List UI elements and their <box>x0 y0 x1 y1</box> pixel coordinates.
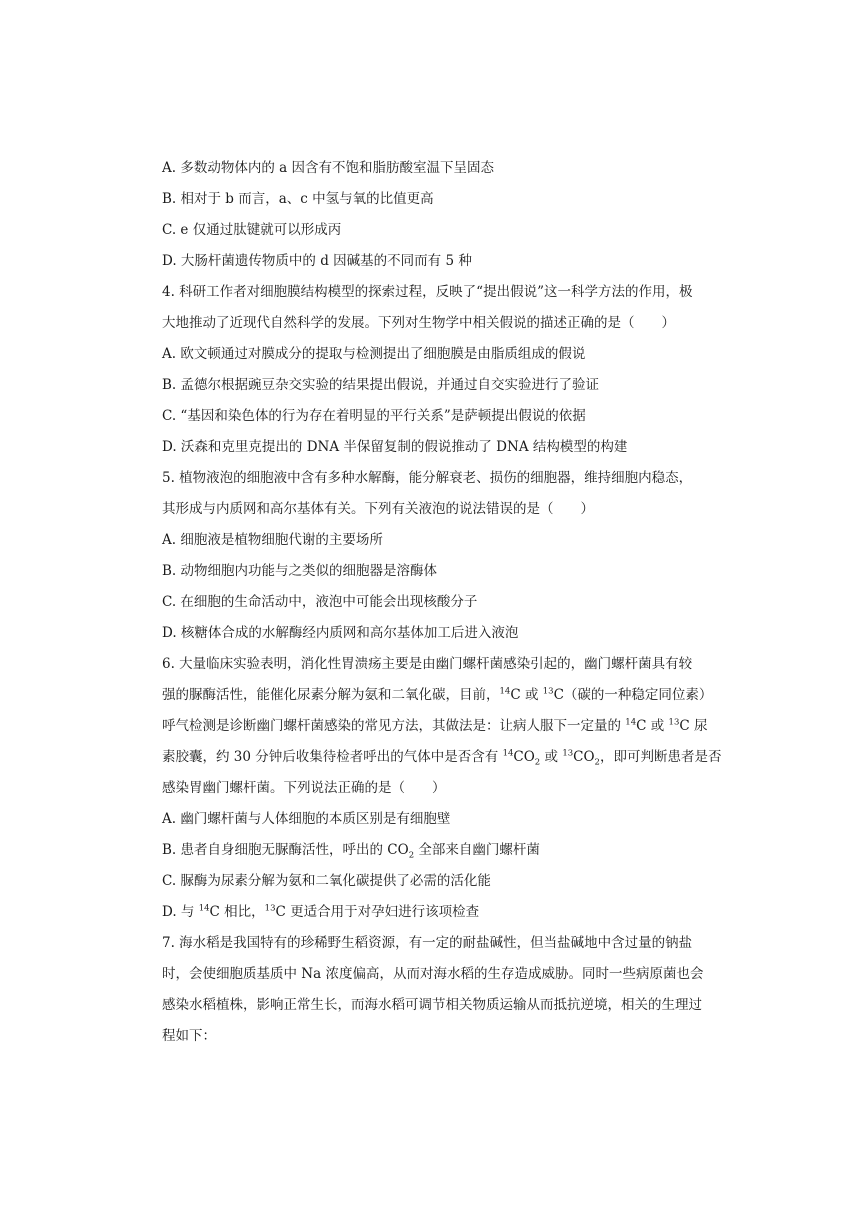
q6-option-a: A. 幽门螺杆菌与人体细胞的本质区别是有细胞壁 <box>162 811 451 827</box>
q6-stem-line-1: 6. 大量临床实验表明，消化性胃溃疡主要是由幽门螺杆菌感染引起的，幽门螺杆菌具有较 <box>162 656 693 672</box>
q4-stem-line-2: 大地推动了近现代自然科学的发展。下列对生物学中相关假说的描述正确的是（ ） <box>162 315 675 331</box>
q7-stem-line-2: 时，会使细胞质基质中 Na 浓度偏高，从而对海水稻的生存造成威胁。同时一些病原菌也会 <box>162 966 704 982</box>
q6-stem-line-2 <box>162 685 722 705</box>
q6-l3-iso13: 13 <box>668 717 680 728</box>
q3-option-b: B. 相对于 b 而言，a、c 中氢与氧的比值更高 <box>162 191 434 207</box>
q6-l2-iso14: 14 <box>499 686 511 697</box>
q6-l4-iso13: 13 <box>562 748 574 759</box>
q7-stem-line-3: 感染水稻植株，影响正常生长，而海水稻可调节相关物质运输从而抵抗逆境，相关的生理过 <box>162 997 702 1013</box>
q6-stem-line-4 <box>162 747 722 767</box>
q6-l4-text-c: 或 <box>540 749 563 765</box>
q5-option-b: B. 动物细胞内功能与之类似的细胞器是溶酶体 <box>162 563 438 579</box>
q6-l4-sub2-a: 2 <box>534 757 541 768</box>
q6-optb-text-b: 全部来自幽门螺杆菌 <box>414 842 540 858</box>
q6-option-b <box>162 840 722 860</box>
q6-optd-iso13: 13 <box>264 903 276 914</box>
q6-optd-iso14: 14 <box>198 903 210 914</box>
q6-l3-text-c: C 尿 <box>679 718 708 734</box>
q6-optd-text-c: C 更适合用于对孕妇进行该项检查 <box>275 904 480 920</box>
q6-l4-co2-b: CO <box>573 749 595 765</box>
q6-optd-text-a: D. 与 <box>162 904 199 920</box>
q6-l4-co2-a: CO <box>513 749 535 765</box>
q3-option-d: D. 大肠杆菌遗传物质中的 d 因碱基的不同而有 5 种 <box>162 253 472 269</box>
q6-l4-text-e: ，即可判断患者是否 <box>599 749 722 765</box>
q6-l2-text-c: C（碳的一种稳定同位素） <box>553 687 713 703</box>
q6-l3-text-b: C 或 <box>636 718 669 734</box>
q6-l2-iso13: 13 <box>542 686 554 697</box>
q4-option-a: A. 欧文顿通过对膜成分的提取与检测提出了细胞膜是由脂质组成的假说 <box>162 346 586 362</box>
q6-stem-line-5: 感染胃幽门螺杆菌。下列说法正确的是（ ） <box>162 780 446 796</box>
q3-option-c: C. e 仅通过肽键就可以形成丙 <box>162 222 342 238</box>
q6-l3-iso14: 14 <box>625 717 637 728</box>
q5-stem-line-2: 其形成与内质网和高尔基体有关。下列有关液泡的说法错误的是（ ） <box>162 501 594 517</box>
q6-l4-sub2-b: 2 <box>594 757 600 768</box>
q6-option-d <box>162 902 722 922</box>
q4-stem-line-1: 4. 科研工作者对细胞膜结构模型的探索过程，反映了“提出假说”这一科学方法的作用，极 <box>162 284 693 300</box>
q6-l4-text-a: 素胶囊，约 30 分钟后收集待检者呼出的气体中是否含有 <box>162 749 503 765</box>
q5-option-d: D. 核糖体合成的水解酶经内质网和高尔基体加工后进入液泡 <box>162 625 519 641</box>
q6-option-c: C. 脲酶为尿素分解为氨和二氧化碳提供了必需的活化能 <box>162 873 491 889</box>
q6-optb-text-a: B. 患者自身细胞无脲酶活性，呼出的 CO <box>162 842 409 858</box>
q5-option-a: A. 细胞液是植物细胞代谢的主要场所 <box>162 532 383 548</box>
q7-stem-line-4: 程如下： <box>162 1028 216 1044</box>
q6-optd-text-b: C 相比， <box>209 904 265 920</box>
q5-stem-line-1: 5. 植物液泡的细胞液中含有多种水解酶，能分解衰老、损伤的细胞器，维持细胞内稳态， <box>162 470 693 486</box>
q4-option-b: B. 孟德尔根据豌豆杂交实验的结果提出假说，并通过自交实验进行了验证 <box>162 377 600 393</box>
q6-l3-text-a: 呼气检测是诊断幽门螺杆菌感染的常见方法，其做法是：让病人服下一定量的 <box>162 718 626 734</box>
q6-l2-text-b: C 或 <box>510 687 543 703</box>
q5-option-c: C. 在细胞的生命活动中，液泡中可能会出现核酸分子 <box>162 594 478 610</box>
q6-l2-text-a: 强的脲酶活性，能催化尿素分解为氨和二氧化碳，目前， <box>162 687 500 703</box>
q6-optb-sub2: 2 <box>408 850 415 861</box>
q7-stem-line-1: 7. 海水稻是我国特有的珍稀野生稻资源，有一定的耐盐碱性，但当盐碱地中含过量的钠盐 <box>162 935 693 951</box>
q6-stem-line-3 <box>162 716 722 736</box>
q6-l4-iso14: 14 <box>502 748 514 759</box>
q4-option-c: C. “基因和染色体的行为存在着明显的平行关系”是萨顿提出假说的依据 <box>162 408 586 424</box>
q4-option-d: D. 沃森和克里克提出的 DNA 半保留复制的假说推动了 DNA 结构模型的构建 <box>162 439 628 455</box>
q3-option-a: A. 多数动物体内的 a 因含有不饱和脂肪酸室温下呈固态 <box>162 160 494 176</box>
